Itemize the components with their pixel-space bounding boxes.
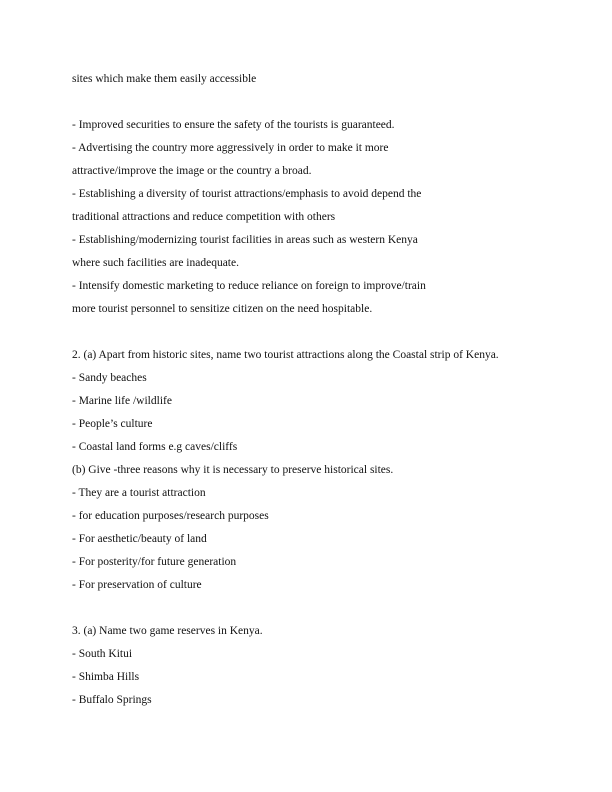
answer-line: - Establishing/modernizing tourist facilities in areas such as western Kenya	[72, 234, 418, 246]
answer-line: - Improved securities to ensure the safety of the tourists is guaranteed.	[72, 119, 395, 131]
answer-line: - Buffalo Springs	[72, 694, 152, 706]
answer-line: - For preservation of culture	[72, 579, 202, 591]
answer-line: - Coastal land forms e.g caves/cliffs	[72, 441, 238, 453]
answer-line: - Advertising the country more aggressively in order to make it more	[72, 142, 389, 154]
answer-line: - For posterity/for future generation	[72, 556, 237, 568]
answer-line: - Sandy beaches	[72, 372, 147, 384]
answer-line: traditional attractions and reduce competition with others	[72, 211, 336, 223]
answer-line: - Shimba Hills	[72, 671, 140, 683]
answer-line: attractive/improve the image or the country a broad.	[72, 165, 312, 177]
answer-line: - for education purposes/research purposes	[72, 510, 269, 522]
answer-line: - For aesthetic/beauty of land	[72, 533, 207, 545]
answer-line: - People’s culture	[72, 418, 153, 430]
question-3a: 3. (a) Name two game reserves in Kenya.	[72, 625, 263, 637]
answer-line: - Marine life /wildlife	[72, 395, 172, 407]
answer-line: more tourist personnel to sensitize citizen on the need hospitable.	[72, 303, 373, 315]
intro-continuation: sites which make them easily accessible	[72, 73, 257, 85]
answer-line: - Intensify domestic marketing to reduce reliance on foreign to improve/train	[72, 280, 426, 292]
question-2b: (b) Give -three reasons why it is necessary to preserve historical sites.	[72, 464, 394, 476]
answer-line: - They are a tourist attraction	[72, 487, 206, 499]
answer-line: where such facilities are inadequate.	[72, 257, 239, 269]
answer-line: - Establishing a diversity of tourist attractions/emphasis to avoid depend the	[72, 188, 422, 200]
answer-line: - South Kitui	[72, 648, 133, 660]
question-2a: 2. (a) Apart from historic sites, name two tourist attractions along the Coastal strip of Kenya.	[72, 349, 499, 361]
